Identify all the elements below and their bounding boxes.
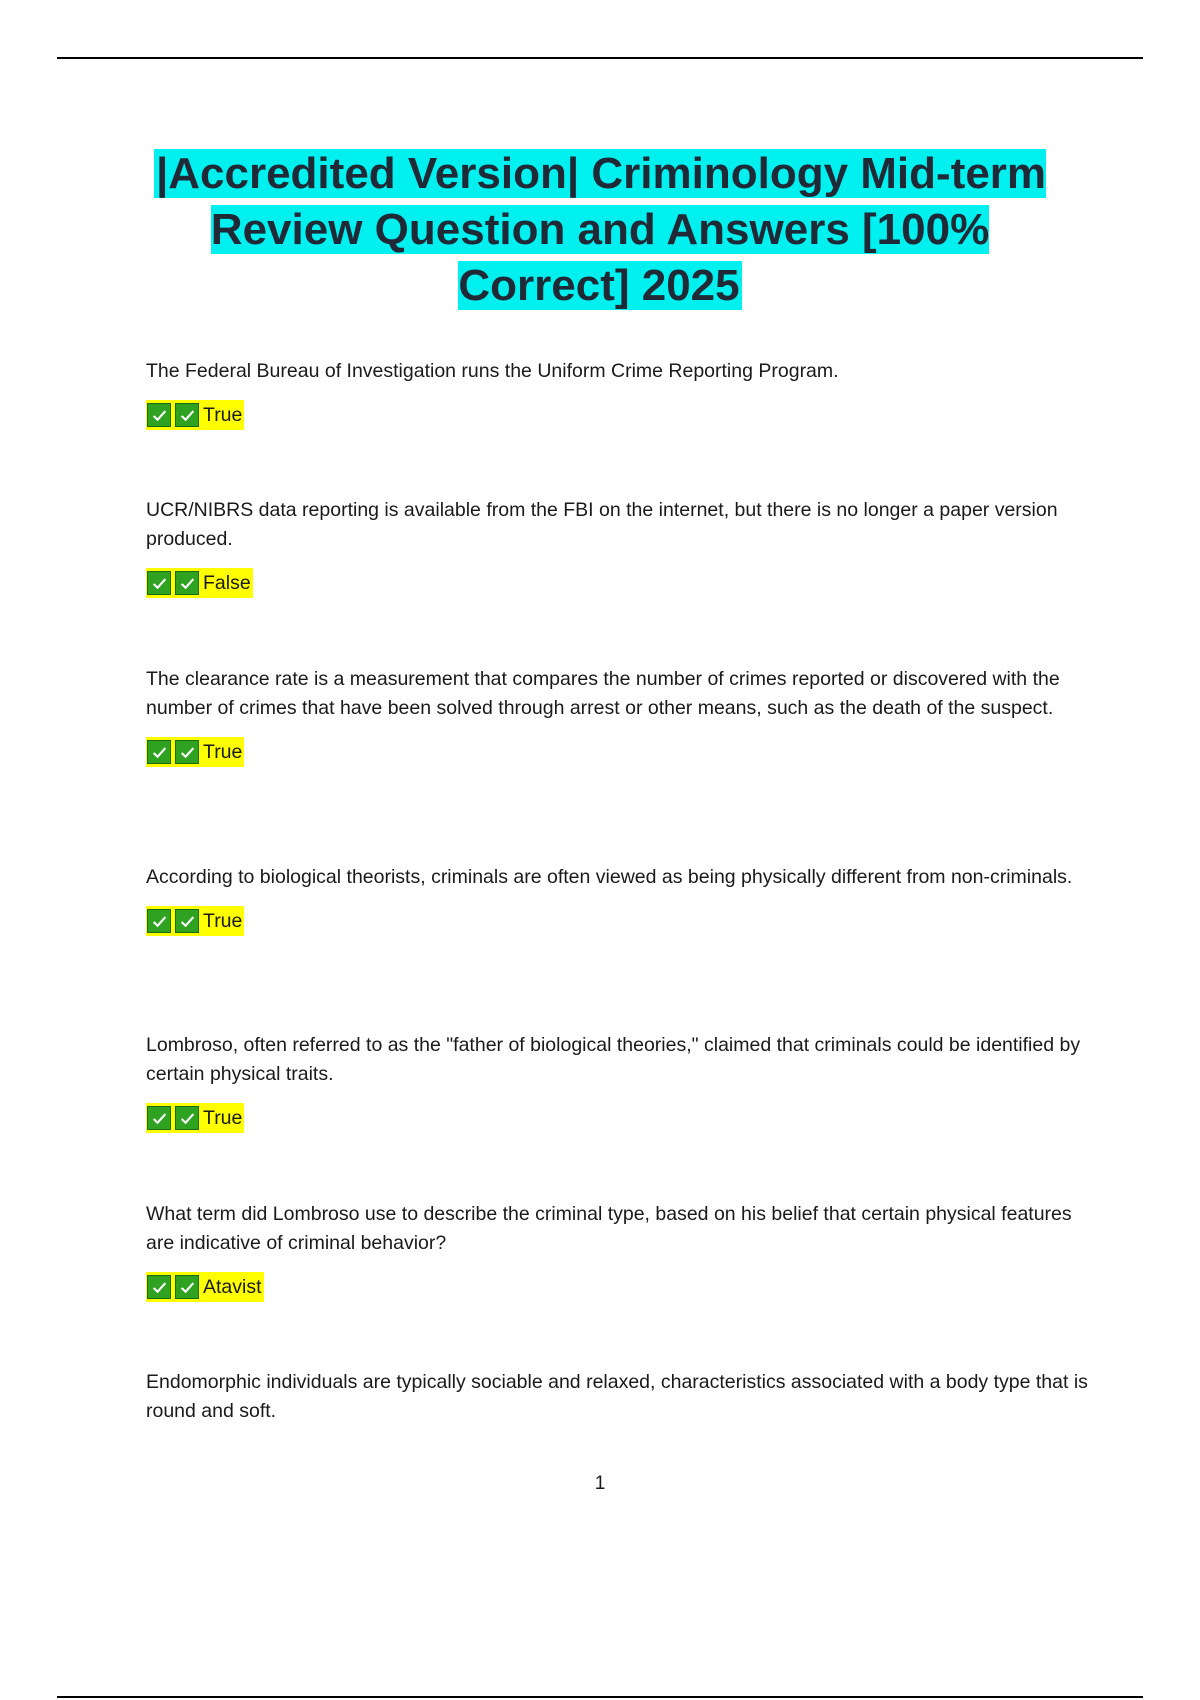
check-box-icon xyxy=(175,1275,199,1299)
check-box-icon xyxy=(147,909,171,933)
header-rule xyxy=(57,57,1143,59)
footer-rule xyxy=(57,1696,1143,1698)
check-box-icon xyxy=(175,403,199,427)
answer-text: False xyxy=(203,571,251,594)
qa-item-2 xyxy=(146,496,1096,598)
check-box-icon xyxy=(175,571,199,595)
question-text: Endomorphic individuals are typically sociable and relaxed, characteristics associated with a body type that is round and soft. xyxy=(146,1371,1088,1422)
title-highlight: |Accredited Version| Criminology Mid-term Review Question and Answers [100% Correct] 2025 xyxy=(155,149,1047,310)
question-text: What term did Lombroso use to describe the criminal type, based on his belief that certain physical features are indicative of criminal behavior? xyxy=(146,1203,1072,1254)
check-box-icon xyxy=(175,740,199,764)
answer-highlight xyxy=(146,1103,244,1133)
answer-highlight xyxy=(146,737,244,767)
check-box-icon xyxy=(147,403,171,427)
title-block xyxy=(0,146,1200,314)
check-box-icon xyxy=(147,571,171,595)
question-text: Lombroso, often referred to as the "father of biological theories," claimed that criminals could be identified by certain physical traits. xyxy=(146,1034,1081,1085)
qa-item-7 xyxy=(146,1368,1096,1426)
answer-highlight xyxy=(146,906,244,936)
answer-highlight xyxy=(146,400,244,430)
question-text: According to biological theorists, criminals are often viewed as being physically different from non-criminals. xyxy=(146,866,1073,888)
qa-item-5 xyxy=(146,1031,1096,1133)
answer-text: True xyxy=(203,403,243,426)
qa-item-1 xyxy=(146,357,1096,430)
question-text: UCR/NIBRS data reporting is available from the FBI on the internet, but there is no longer a paper version produced. xyxy=(146,499,1058,550)
check-box-icon xyxy=(147,1106,171,1130)
qa-item-3 xyxy=(146,665,1096,767)
answer-text: True xyxy=(203,909,243,932)
check-box-icon xyxy=(175,909,199,933)
answer-text: True xyxy=(203,1106,243,1129)
check-box-icon xyxy=(147,740,171,764)
question-text: The Federal Bureau of Investigation runs the Uniform Crime Reporting Program. xyxy=(146,360,839,382)
check-box-icon xyxy=(175,1106,199,1130)
document-title xyxy=(0,146,1200,314)
answer-text: True xyxy=(203,740,243,763)
answer-highlight xyxy=(146,568,253,598)
question-text: The clearance rate is a measurement that compares the number of crimes reported or discovered with the number of crimes that have been solved through arrest or other means, such as the death of the suspect. xyxy=(146,668,1060,719)
answer-highlight xyxy=(146,1272,264,1302)
page-number: 1 xyxy=(594,1473,606,1494)
check-box-icon xyxy=(147,1275,171,1299)
qa-item-4 xyxy=(146,863,1096,936)
qa-item-6 xyxy=(146,1200,1096,1302)
answer-text: Atavist xyxy=(203,1275,262,1298)
